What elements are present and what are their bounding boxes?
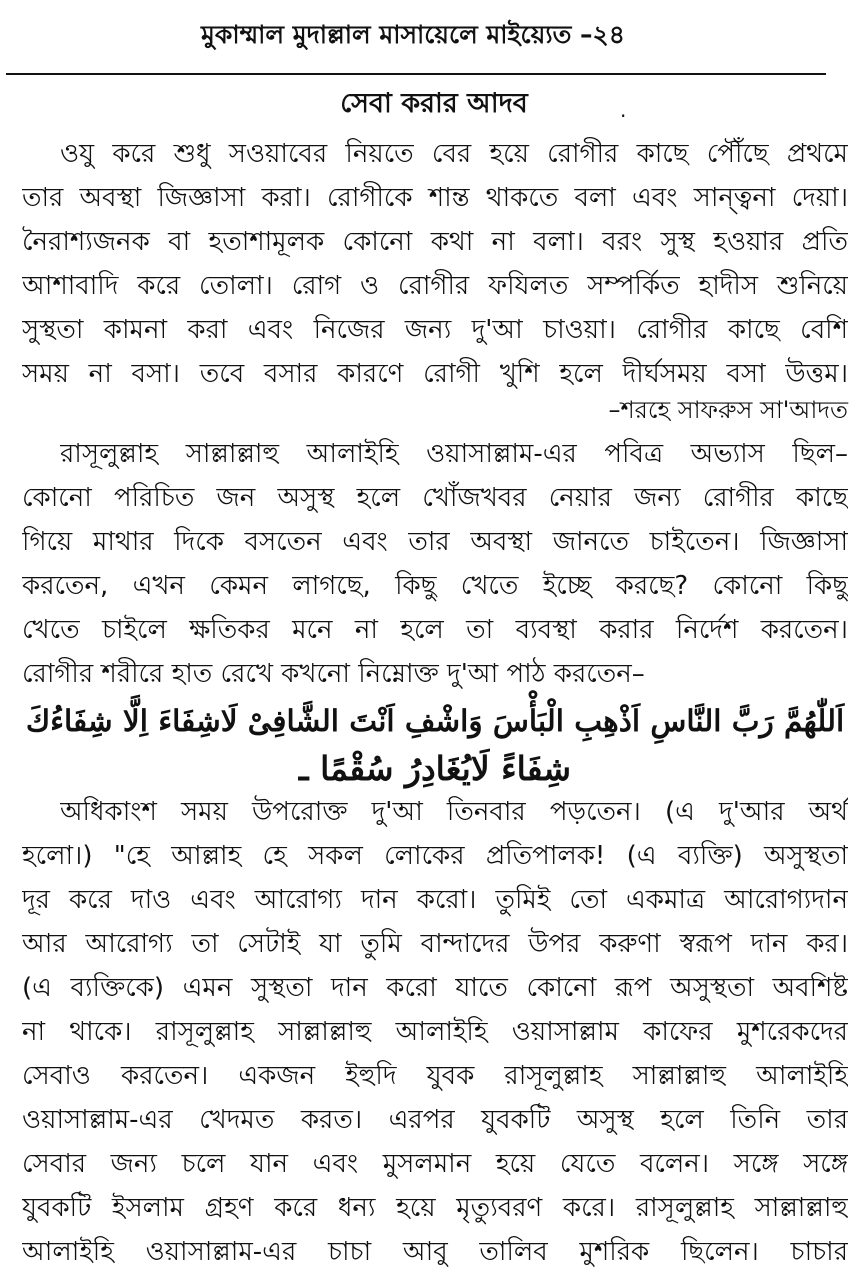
section-heading: সেবা করার আদব: [340, 88, 528, 119]
paragraph-3-line: (এ ব্যক্তিকে) এমন সুস্থতা দান করো যাতে কোনো রূপ অসুস্থতা অবশিষ্ট: [22, 973, 848, 1003]
paragraph-1-line: সময় না বসা। তবে বসার কারণে রোগী খুশি হলে দীর্ঘসময় বসা উত্তম।: [22, 359, 848, 389]
running-header: মুকাম্মাল মুদাল্লাল মাসায়েলে মাইয়্যেত –২৪: [200, 20, 626, 49]
paragraph-3-line: সেবাও করতেন। একজন ইহুদি যুবক রাসূলুল্লাহ সাল্লাল্লাহু আলাইহি: [22, 1061, 848, 1091]
paragraph-3-line: দূর করে দাও এবং আরোগ্য দান করো। তুমিই তো একমাত্র আরোগ্যদান: [22, 885, 848, 915]
header-divider: [6, 73, 826, 75]
paragraph-2-line: রোগীর শরীরে হাত রেখে কখনো নিম্নোক্ত দু'আ পাঠ করতেন–: [22, 659, 645, 689]
heading-dot: .: [620, 98, 627, 122]
paragraph-2-line: গিয়ে মাথার দিকে বসতেন এবং তার অবস্থা জানতে চাইতেন। জিজ্ঞাসা: [22, 527, 848, 557]
source-citation: –শরহে সাফরুস সা'আদত: [608, 396, 848, 424]
paragraph-3-line: ওয়াসাল্লাম-এর খেদমত করত। এরপর যুবকটি অসুস্থ হলে তিনি তার: [22, 1105, 848, 1135]
paragraph-3-line: অধিকাংশ সময় উপরোক্ত দু'আ তিনবার পড়তেন। (এ দু'আর অর্থ: [60, 797, 848, 827]
paragraph-1-line: তার অবস্থা জিজ্ঞাসা করা। রোগীকে শান্ত থাকতে বলা এবং সান্ত্বনা দেয়া।: [22, 183, 848, 213]
paragraph-3-line: না থাকে। রাসূলুল্লাহ সাল্লাল্লাহু আলাইহি ওয়াসাল্লাম কাফের মুশরেকদের: [22, 1017, 848, 1047]
paragraph-3-line: আলাইহি ওয়াসাল্লাম-এর চাচা আবু তালিব মুশরিক ছিলেন। চাচার: [22, 1237, 848, 1267]
arabic-dua-line: اَللّٰهُمَّ رَبَّ النَّاسِ اَذْهِبِ الْبَأْسَ وَاشْفِ اَنْتَ الشَّافِىْ لَاشِفَاءَ اِلَّا شِفَاءُكَ: [25, 703, 845, 738]
paragraph-1-line: আশাবাদি করে তোলা। রোগ ও রোগীর ফযিলত সম্পর্কিত হাদীস শুনিয়ে: [22, 271, 848, 301]
arabic-dua-line: شِفَاءً لَايُغَادِرُ سُقْمًا ـ: [298, 749, 572, 788]
paragraph-3-line: আর আরোগ্য তা সেটাই যা তুমি বান্দাদের উপর করুণা স্বরূপ দান কর।: [22, 929, 848, 959]
paragraph-3-line: যুবকটি ইসলাম গ্রহণ করে ধন্য হয়ে মৃত্যুবরণ করে। রাসূলুল্লাহ সাল্লাল্লাহু: [22, 1193, 848, 1223]
paragraph-2-line: খেতে চাইলে ক্ষতিকর মনে না হলে তা ব্যবস্থা করার নির্দেশ করতেন।: [22, 615, 848, 645]
paragraph-1-line: সুস্থতা কামনা করা এবং নিজের জন্য দু'আ চাওয়া। রোগীর কাছে বেশি: [22, 315, 848, 345]
paragraph-3-line: হলো।) "হে আল্লাহ হে সকল লোকের প্রতিপালক! (এ ব্যক্তি) অসুস্থতা: [22, 841, 848, 871]
paragraph-2-line: করতেন, এখন কেমন লাগছে, কিছু খেতে ইচ্ছে করছে? কোনো কিছু: [22, 571, 848, 601]
paragraph-3-line: সেবার জন্য চলে যান এবং মুসলমান হয়ে যেতে বলেন। সঙ্গে সঙ্গে: [22, 1149, 848, 1179]
paragraph-2-line: কোনো পরিচিত জন অসুস্থ হলে খোঁজখবর নেয়ার জন্য রোগীর কাছে: [22, 483, 848, 513]
paragraph-1-line: ওযু করে শুধু সওয়াবের নিয়তে বের হয়ে রোগীর কাছে পৌঁছে প্রথমে: [60, 139, 848, 169]
paragraph-1-line: নৈরাশ্যজনক বা হতাশামূলক কোনো কথা না বলা। বরং সুস্থ হওয়ার প্রতি: [22, 227, 848, 257]
paragraph-2-line: রাসূলুল্লাহ সাল্লাল্লাহু আলাইহি ওয়াসাল্লাম-এর পবিত্র অভ্যাস ছিল–: [60, 439, 848, 469]
